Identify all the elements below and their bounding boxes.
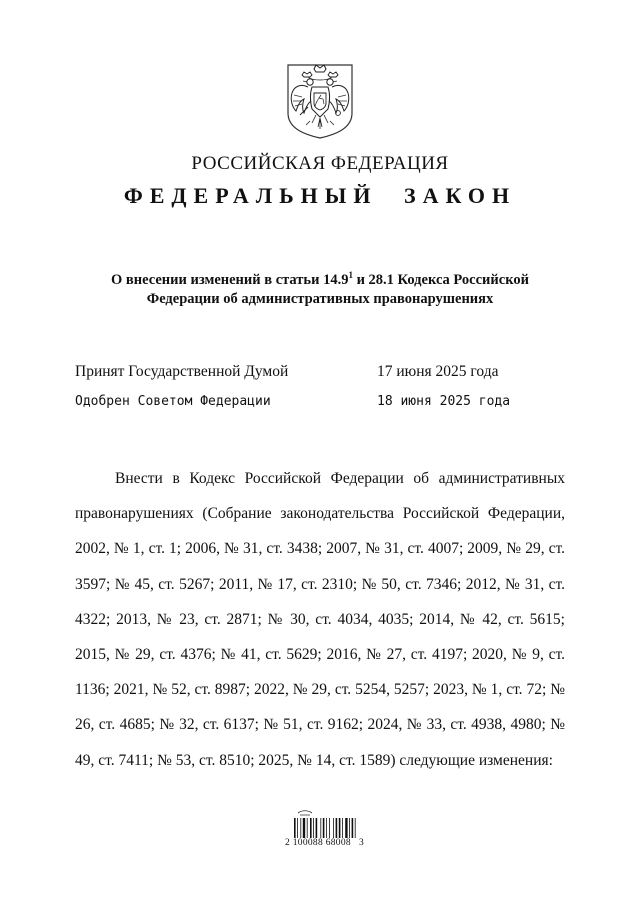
country-name: РОССИЙСКАЯ ФЕДЕРАЦИЯ	[191, 153, 449, 174]
adopted-by-duma-label: Принят Государственной Думой	[75, 363, 289, 380]
approved-by-council-date: 18 июня 2025 года	[377, 394, 511, 409]
law-title-part: и 28.1 Кодекса Российской	[352, 272, 529, 288]
article-superscript: 1	[348, 270, 353, 281]
adopted-by-duma-date: 17 июня 2025 года	[377, 363, 499, 380]
law-title	[60, 271, 580, 309]
coat-of-arms-icon	[286, 63, 354, 139]
law-title-line2: Федерации об административных правонарушениях	[146, 291, 494, 307]
law-type-heading: ФЕДЕРАЛЬНЫЙ ЗАКОН	[123, 183, 517, 208]
barcode-bars	[294, 818, 356, 838]
approved-by-council-label: Одобрен Советом Федерации	[75, 394, 271, 409]
barcode-icon	[292, 809, 360, 839]
barcode-number: 2 100088 68008 3	[285, 838, 365, 848]
law-title-part: О внесении изменений в статьи 14.9	[111, 272, 349, 288]
body-paragraph: Внести в Кодекс Российской Федерации об административных правонарушениях (Собрание законодательства Российской Федерации, 2002, № 1, ст. 1; 2006, № 31, ст. 3438; 2007, № 31, ст. 4007; 2009, № 29, ст. 3597; № 45, ст. 5267; 2011, № 17, ст. 2310; № 50, ст. 7346; 2012, № 31, ст. 4322; 2013, № 23, ст. 2871; № 30, ст. 4034, 4035; 2014, № 42, ст. 5615; 2015, № 29, ст. 4376; № 41, ст. 5629; 2016, № 27, ст. 4197; 2020, № 9, ст. 1136; 2021, № 52, ст. 8987; 2022, № 29, ст. 5254, 5257; 2023, № 1, ст. 72; № 26, ст. 4685; № 32, ст. 6137; № 51, ст. 9162; 2024, № 33, ст. 4938, 4980; № 49, ст. 7411; № 53, ст. 8510; 2025, № 14, ст. 1589) следующие изменения:	[75, 470, 565, 769]
